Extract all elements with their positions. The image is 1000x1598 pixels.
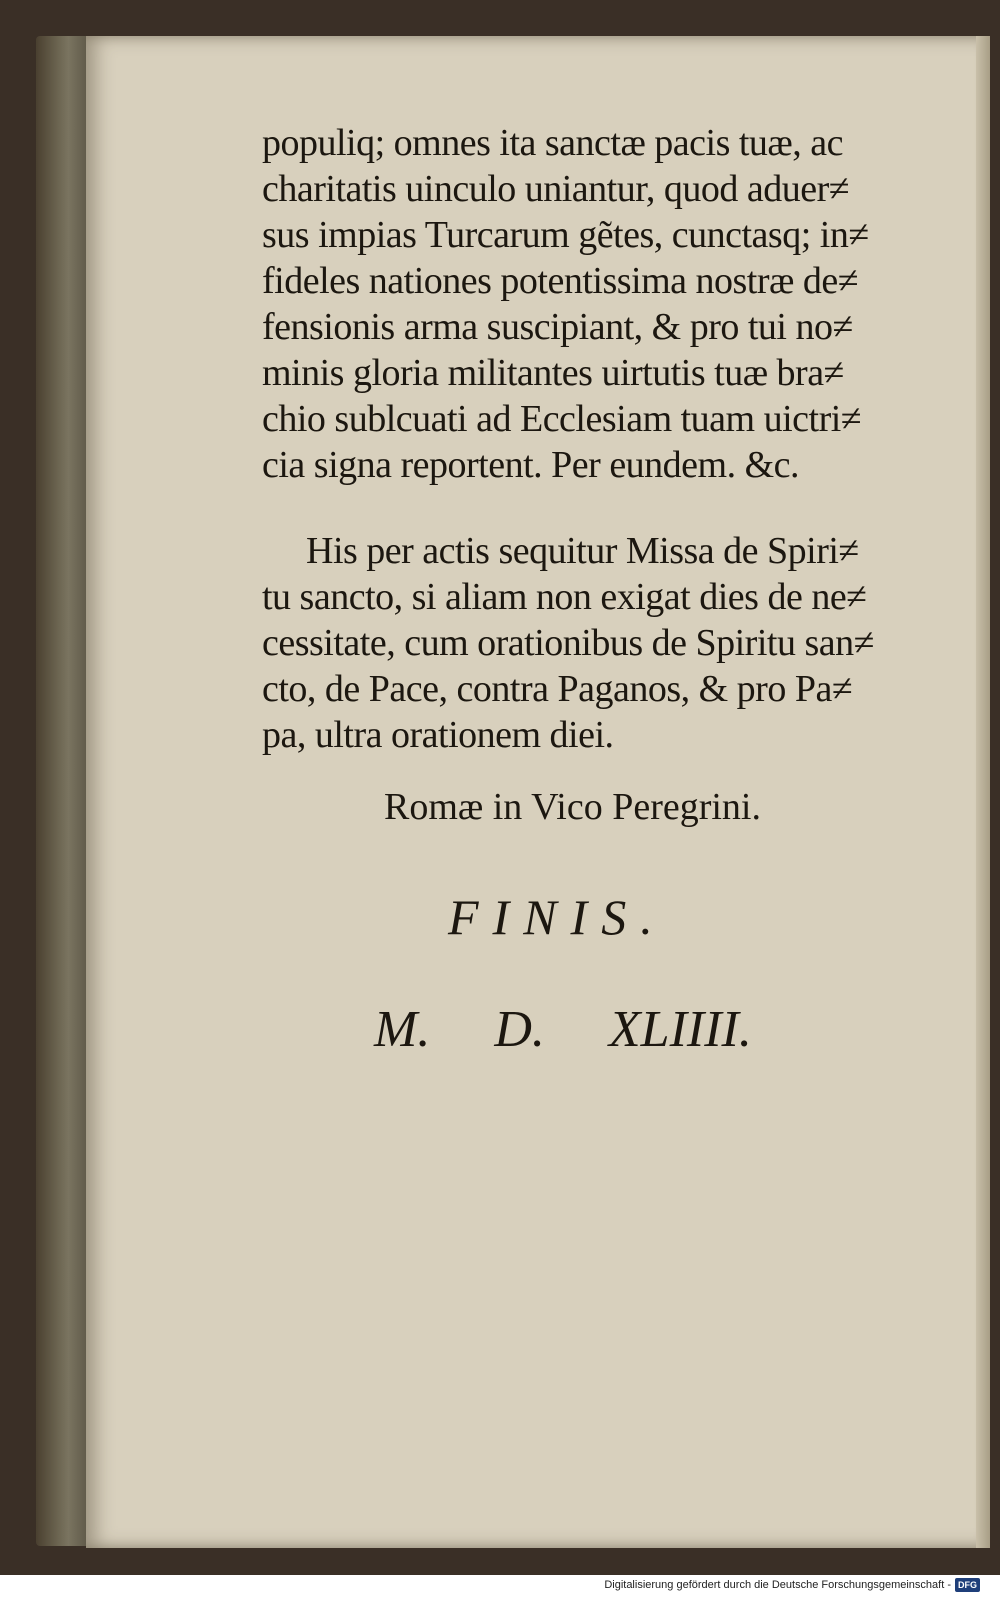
text-line: cia signa reportent. Per eundem. &c. xyxy=(262,444,800,486)
text-line: chio sublcuati ad Ecclesiam tuam uictri≠ xyxy=(262,398,862,440)
finis-heading: FINIS. xyxy=(448,889,667,945)
digitization-credit xyxy=(604,1578,980,1592)
publication-date xyxy=(374,1000,816,1059)
text-line: fideles nationes potentissima nostræ de≠ xyxy=(262,260,859,302)
book-binding xyxy=(36,36,90,1546)
date-part: D. xyxy=(494,1001,545,1058)
prayer-paragraph xyxy=(262,120,869,488)
page-edge xyxy=(976,36,990,1548)
text-line: minis gloria militantes uirtutis tuæ bra≠ xyxy=(262,352,844,394)
text-line: charitatis uinculo uniantur, quod aduer≠ xyxy=(262,168,850,210)
text-line: fensionis arma suscipiant, & pro tui no≠ xyxy=(262,306,853,348)
dfg-logo-icon: DFG xyxy=(955,1578,980,1592)
credit-text: Digitalisierung gefördert durch die Deutsche Forschungsgemeinschaft - xyxy=(604,1579,951,1591)
date-part: M. xyxy=(374,1001,431,1058)
text-line: pa, ultra orationem diei. xyxy=(262,714,614,756)
text-line: cessitate, cum orationibus de Spiritu san≠ xyxy=(262,622,874,664)
text-line: tu sancto, si aliam non exigat dies de ne≠ xyxy=(262,576,867,618)
text-line: populiq; omnes ita sanctæ pacis tuæ, ac xyxy=(262,122,844,164)
imprint-line: Romæ in Vico Peregrini. xyxy=(384,786,761,828)
date-part: XLIIII. xyxy=(608,1001,752,1058)
text-line: sus impias Turcarum gẽtes, cunctasq; in≠ xyxy=(262,214,869,256)
text-line: cto, de Pace, contra Paganos, & pro Pa≠ xyxy=(262,668,853,710)
text-line: His per actis sequitur Missa de Spiri≠ xyxy=(306,530,859,572)
rubric-paragraph xyxy=(262,528,874,758)
